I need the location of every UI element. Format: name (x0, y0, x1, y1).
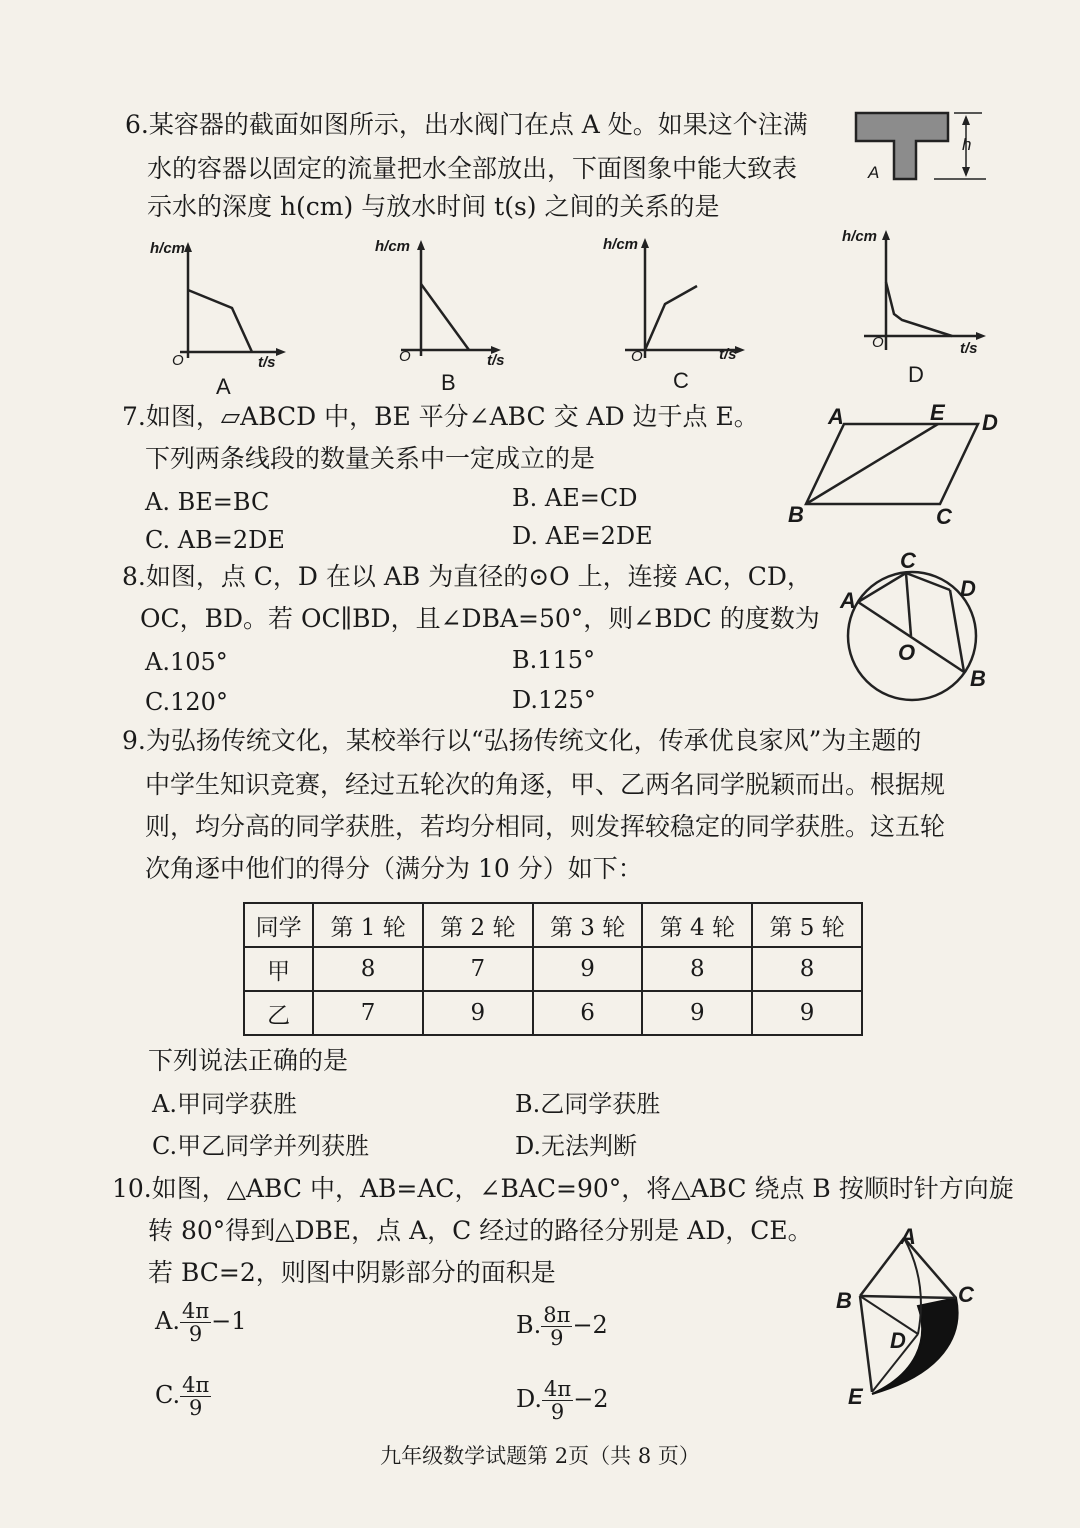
q9-option-a: A.甲同学获胜 (152, 1090, 297, 1118)
q9-score-table (243, 902, 863, 1036)
graph-c-ylabel: h/cm (603, 236, 639, 253)
q6-line-1: 6.某容器的截面如图所示，出水阀门在点 A 处。如果这个注满 (125, 110, 808, 139)
fraction-denominator: 9 (188, 1322, 203, 1346)
table-row (244, 991, 862, 1035)
q9-prompt: 下列说法正确的是 (148, 1046, 349, 1075)
graph-b-origin: O (399, 348, 411, 365)
fraction-numerator: 4π (544, 1377, 572, 1401)
option-fraction (180, 1300, 211, 1345)
q10-rotation-figure (830, 1224, 1000, 1414)
graph-d-origin: O (872, 334, 884, 351)
fraction-denominator: 9 (189, 1396, 203, 1420)
q6-graph-a (150, 238, 290, 398)
graph-a-origin: O (172, 352, 184, 369)
q10-line-1: 10.如图，△ABC 中，AB=AC，∠BAC=90°，将△ABC 绕点 B 按顺时针方向旋 (112, 1174, 1014, 1203)
q8-label-o: O (898, 640, 916, 665)
q8-label-b: B (970, 666, 986, 691)
q9-option-c: C.甲乙同学并列获胜 (152, 1132, 370, 1160)
graph-c-letter: C (673, 368, 689, 393)
q9-line-1: 9.为弘扬传统文化，某校举行以“弘扬传统文化，传承优良家风”为主题的 (122, 726, 922, 755)
q8-label-a: A (840, 588, 856, 613)
q7-label-b: B (788, 502, 804, 527)
q7-label-c: C (936, 504, 952, 529)
q10-option-d (516, 1378, 609, 1423)
q8-circle-figure (834, 548, 1004, 708)
table-header-cell: 第 5 轮 (752, 903, 862, 947)
graph-b-ylabel: h/cm (375, 238, 411, 255)
q6-h-label: h (962, 135, 972, 154)
graph-b-letter: B (441, 370, 456, 395)
q8-option-a: A.105° (145, 648, 228, 676)
fraction-denominator: 9 (550, 1326, 564, 1350)
q7-line-2: 下列两条线段的数量关系中一定成立的是 (145, 444, 596, 473)
q10-label-a: A (900, 1224, 916, 1249)
graph-c-xlabel: t/s (719, 346, 737, 363)
q8-line-1: 8.如图，点 C，D 在以 AB 为直径的⊙O 上，连接 AC，CD， (122, 562, 812, 591)
option-label: A. (155, 1307, 180, 1335)
table-cell: 8 (752, 947, 862, 991)
q7-option-a: A. BE=BC (145, 488, 270, 516)
graph-a-ylabel: h/cm (150, 240, 186, 257)
table-cell: 8 (313, 947, 423, 991)
table-header-cell: 第 4 轮 (642, 903, 752, 947)
page-footer: 九年级数学试题第 2页（共 8 页） (380, 1444, 700, 1468)
q8-option-d: D.125° (512, 686, 596, 714)
table-header-cell: 第 3 轮 (533, 903, 643, 947)
table-cell: 9 (642, 991, 752, 1035)
table-cell: 8 (642, 947, 752, 991)
graph-a-letter: A (216, 374, 231, 399)
option-fraction (541, 1304, 572, 1349)
q9-line-3: 则，均分高的同学获胜，若均分相同，则发挥较稳定的同学获胜。这五轮 (145, 812, 946, 841)
table-header-cell: 第 2 轮 (423, 903, 533, 947)
q6-graph-d (842, 226, 992, 391)
q8-option-b: B.115° (512, 646, 596, 674)
q8-label-d: D (960, 576, 976, 601)
q10-line-3: 若 BC=2，则图中阴影部分的面积是 (148, 1258, 556, 1287)
table-cell: 7 (313, 991, 423, 1035)
fraction-numerator: 4π (182, 1373, 210, 1397)
option-fraction (180, 1374, 211, 1419)
fraction-denominator: 9 (550, 1400, 565, 1424)
graph-c-origin: O (631, 348, 643, 365)
q9-option-b: B.乙同学获胜 (515, 1090, 661, 1118)
table-cell: 乙 (244, 991, 313, 1035)
option-label: D. (516, 1385, 543, 1413)
q7-label-d: D (982, 410, 998, 435)
option-tail: −1 (211, 1307, 247, 1335)
table-cell: 9 (752, 991, 862, 1035)
q9-line-4: 次角逐中他们的得分（满分为 10 分）如下： (145, 854, 643, 883)
q8-option-c: C.120° (145, 688, 228, 716)
q8-line-2: OC，BD。若 OC∥BD，且∠DBA=50°，则∠BDC 的度数为 (140, 604, 820, 633)
table-cell: 甲 (244, 947, 313, 991)
q10-option-a (155, 1300, 247, 1345)
table-header-cell: 同学 (244, 903, 313, 947)
q7-line-1: 7.如图，▱ABCD 中，BE 平分∠ABC 交 AD 边于点 E。 (122, 402, 759, 431)
table-cell: 7 (423, 947, 533, 991)
q6-container-figure (852, 105, 992, 190)
graph-d-xlabel: t/s (960, 340, 978, 357)
q10-line-2: 转 80°得到△DBE，点 A，C 经过的路径分别是 AD，CE。 (148, 1216, 813, 1245)
q9-option-d: D.无法判断 (515, 1132, 638, 1160)
option-tail: −2 (573, 1385, 609, 1413)
graph-d-letter: D (908, 362, 924, 387)
option-tail: −2 (572, 1311, 608, 1339)
option-fraction (542, 1378, 573, 1423)
q6-a-label: A (868, 163, 880, 182)
q6-graph-b (375, 236, 515, 396)
q10-option-b (516, 1304, 608, 1349)
q7-label-e: E (930, 400, 945, 425)
q7-option-d: D. AE=2DE (512, 522, 653, 550)
q7-option-b: B. AE=CD (512, 484, 638, 512)
q10-option-c (155, 1374, 211, 1419)
option-label: B. (516, 1311, 542, 1339)
q6-line-3: 示水的深度 h(cm) 与放水时间 t(s) 之间的关系的是 (147, 192, 720, 221)
q10-label-b: B (836, 1288, 852, 1313)
q7-parallelogram-figure (784, 400, 1004, 530)
table-cell: 6 (533, 991, 643, 1035)
q10-label-d: D (890, 1328, 906, 1353)
table-cell: 9 (533, 947, 643, 991)
fraction-numerator: 8π (543, 1303, 571, 1327)
graph-b-xlabel: t/s (487, 352, 505, 369)
table-header-cell: 第 1 轮 (313, 903, 423, 947)
table-cell: 9 (423, 991, 533, 1035)
q9-line-2: 中学生知识竞赛，经过五轮次的角逐，甲、乙两名同学脱颖而出。根据规 (145, 770, 946, 799)
option-label: C. (155, 1381, 181, 1409)
q7-label-a: A (828, 404, 844, 429)
q7-option-c: C. AB=2DE (145, 526, 285, 554)
q8-label-c: C (900, 548, 916, 573)
table-row (244, 947, 862, 991)
q6-line-2: 水的容器以固定的流量把水全部放出，下面图象中能大致表 (147, 154, 798, 183)
table-header-row (244, 903, 862, 947)
fraction-numerator: 4π (181, 1299, 210, 1323)
q10-label-c: C (958, 1282, 974, 1307)
graph-d-ylabel: h/cm (842, 228, 878, 245)
graph-a-xlabel: t/s (258, 354, 276, 371)
q10-label-e: E (848, 1384, 863, 1409)
q6-graph-c (603, 234, 753, 394)
